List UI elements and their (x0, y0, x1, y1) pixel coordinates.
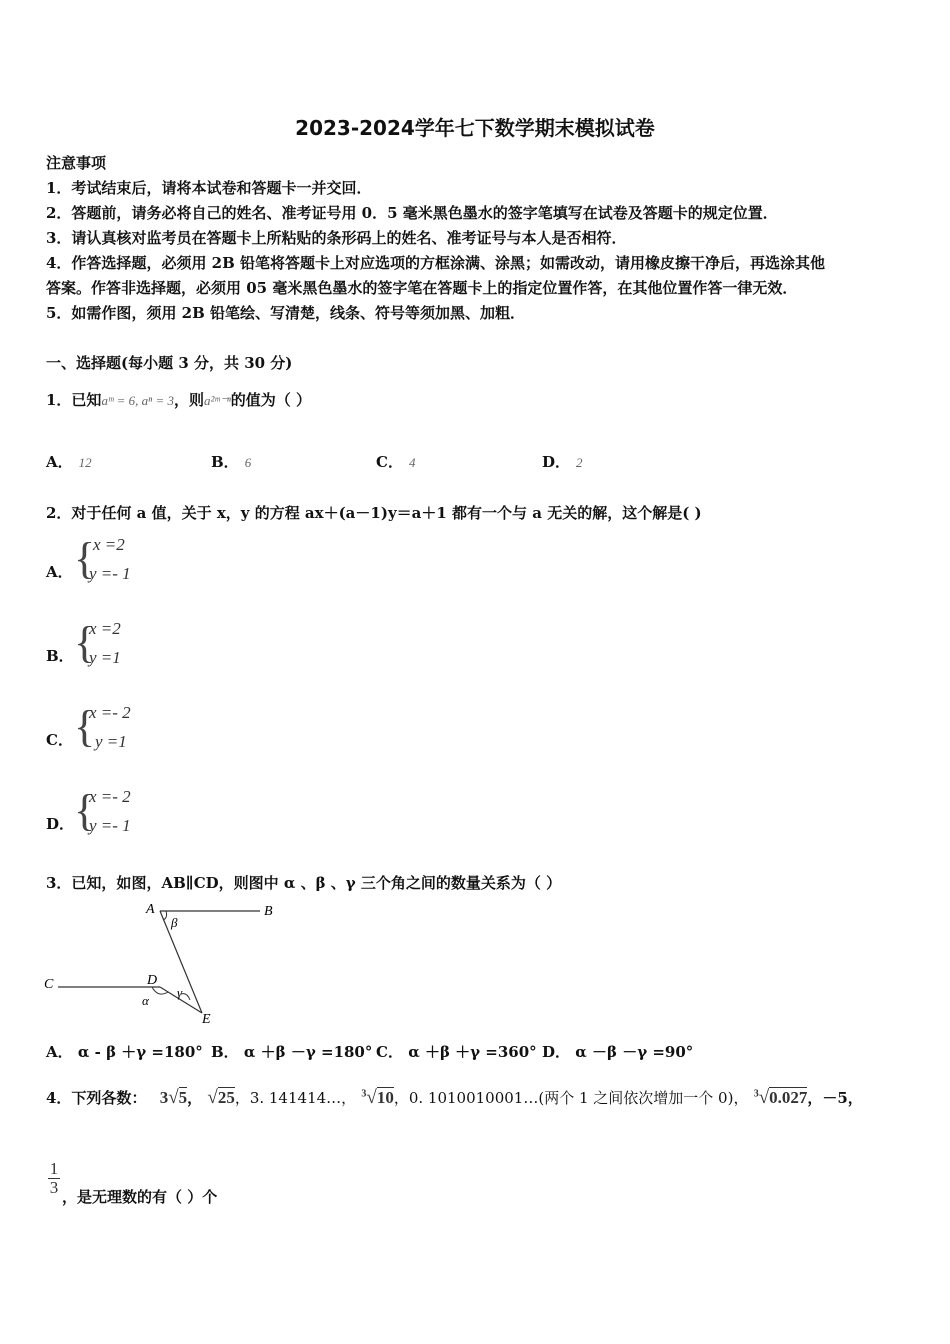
q3-option-c[interactable]: C． α ＋β ＋γ =360° (376, 1043, 537, 1061)
label-c: C (44, 977, 54, 992)
q1-mid: ，则 (174, 391, 205, 409)
notice-item-4-cont: 答案。作答非选择题，必须用 05 毫米黑色墨水的签字笔在答题卡上的指定位置作答，在其他位置作答一律无效． (46, 279, 798, 297)
question-1 (46, 389, 311, 410)
notice-item-5: 5．如需作图，须用 2B 铅笔绘、写清楚，线条、符号等须加黑、加粗． (46, 304, 525, 322)
label-b: B (264, 904, 273, 919)
notice-heading: 注意事项 (46, 154, 107, 172)
section-heading: 一、选择题(每小题 3 分，共 30 分) (46, 354, 293, 372)
question-2: 2．对于任何 a 值，关于 x，y 的方程 ax＋(a－1)y＝a＋1 都有一个与 a 无关的解，这个解是( ) (46, 504, 702, 522)
q3-option-a[interactable]: A． α - β ＋γ =180° (46, 1043, 203, 1061)
notice-item-2: 2．答题前，请务必将自己的姓名、准考证号用 0．5 毫米黑色墨水的签字笔填写在试卷及答题卡的规定位置． (46, 204, 778, 222)
q1-expression: a²ᵐ⁻ⁿ (204, 393, 231, 408)
q1-option-d[interactable]: D． 2 (542, 453, 583, 471)
label-d: D (147, 973, 158, 988)
q1-condition: aᵐ = 6, aⁿ = 3 (101, 393, 174, 408)
brace-icon: { (74, 702, 96, 751)
q1-option-c[interactable]: C． 4 (376, 453, 416, 471)
label-a: A (146, 902, 155, 917)
label-beta: β (171, 915, 178, 930)
page-title: 2023-2024学年七下数学期末模拟试卷 (295, 116, 655, 140)
brace-icon: { (74, 786, 96, 835)
num-cbrt10: $^3$√10 (361, 1087, 394, 1108)
geometry-figure (40, 898, 290, 1030)
fraction-one-third: 1 3 (49, 1159, 59, 1197)
q1-option-a[interactable]: A． 12 (46, 453, 92, 471)
brace-icon: { (74, 534, 96, 583)
q4-suffix: ，是无理数的有（ ）个 (62, 1188, 218, 1206)
label-e: E (202, 1012, 211, 1027)
label-alpha: α (142, 993, 149, 1008)
question-4: 4．下列各数： 3√5， √25，3. 141414…， $^3$√10，0. 1010010001…(两个 1 之间依次增加一个 0)， $^3$√0.027，－5， (46, 1087, 863, 1108)
num-sqrt25: √25 (207, 1087, 235, 1108)
q1-prefix: 1．已知 (46, 391, 102, 409)
q3-option-d[interactable]: D． α －β －γ =90° (542, 1043, 694, 1061)
q1-suffix: 的值为（ ） (230, 391, 312, 409)
q3-option-b[interactable]: B． α ＋β －γ =180° (211, 1043, 373, 1061)
notice-item-1: 1．考试结束后，请将本试卷和答题卡一并交回． (46, 179, 372, 197)
notice-item-3: 3．请认真核对监考员在答题卡上所粘贴的条形码上的姓名、准考证号与本人是否相符． (46, 229, 627, 247)
notice-item-4: 4．作答选择题，必须用 2B 铅笔将答题卡上对应选项的方框涂满、涂黑；如需改动，请用橡皮擦干净后，再选涂其他 (46, 254, 826, 272)
num-cbrt0027: $^3$√0.027 (753, 1087, 808, 1108)
num-3sqrt5: 3√5 (159, 1087, 188, 1108)
label-gamma: γ (177, 985, 183, 1000)
question-3: 3．已知，如图，AB∥CD，则图中 α 、β 、γ 三个角之间的数量关系为（ ） (46, 874, 562, 892)
brace-icon: { (74, 618, 96, 667)
q1-option-b[interactable]: B． 6 (211, 453, 252, 471)
